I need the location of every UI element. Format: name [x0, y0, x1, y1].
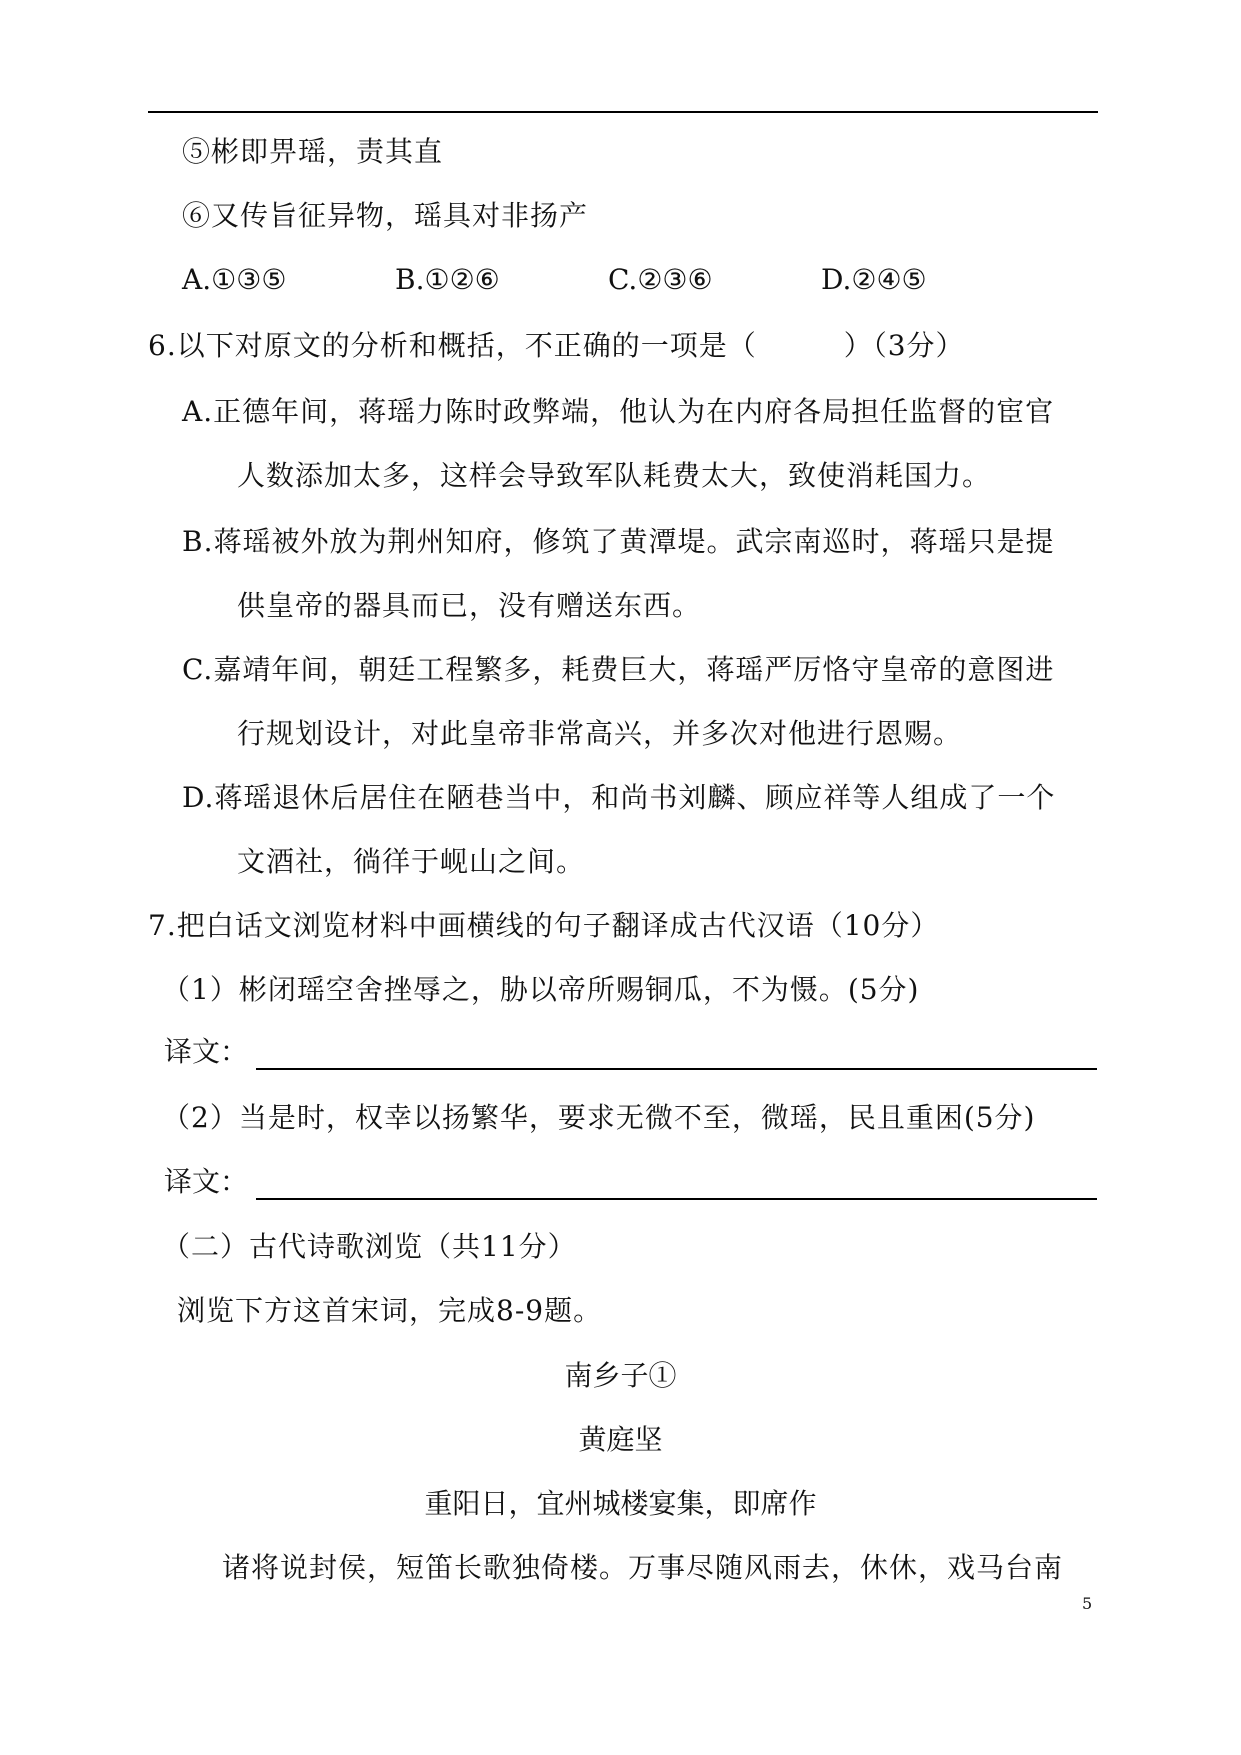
question-6-stem: 6.以下对原文的分析和概括，不正确的一项是（ ）（3分）	[148, 329, 965, 362]
answer-label: 译文：	[164, 1165, 249, 1198]
answer-label: 译文：	[164, 1035, 249, 1068]
question-6-option-b-cont: 供皇帝的器具而已，没有赠送东西。	[237, 589, 702, 622]
answer-line-1	[164, 1034, 1097, 1070]
question-7-part-2: （2）当是时，权幸以扬繁华，要求无微不至，微瑶，民且重困(5分)	[162, 1101, 1036, 1134]
question-6-option-c: C.嘉靖年间，朝廷工程繁多，耗费巨大，蒋瑶严厉恪守皇帝的意图进	[182, 653, 1055, 686]
answer-blank[interactable]	[256, 1176, 1097, 1200]
choice-c: C.②③⑥	[608, 263, 713, 296]
question-6-option-c-cont: 行规划设计，对此皇帝非常高兴，并多次对他进行恩赐。	[237, 717, 963, 750]
page-number: 5	[1082, 1594, 1093, 1613]
choice-d: D.②④⑤	[821, 263, 927, 296]
instruction: 浏览下方这首宋词，完成8-9题。	[177, 1294, 603, 1327]
poem-title: 南乡子①	[564, 1359, 677, 1392]
poem-subtitle: 重阳日，宜州城楼宴集，即席作	[424, 1487, 817, 1520]
poem-line-1: 诸将说封侯，短笛长歌独倚楼。万事尽随风雨去，休休，戏马台南	[222, 1551, 1064, 1584]
question-6-option-d-cont: 文酒社，徜徉于岘山之间。	[237, 845, 586, 878]
choice-b: B.①②⑥	[395, 263, 500, 296]
option-item-5: ⑤彬即畀瑶，责其直	[182, 135, 444, 168]
section-heading: （二）古代诗歌浏览（共11分）	[162, 1230, 577, 1263]
question-6-option-a-cont: 人数添加太多，这样会导致军队耗费太大，致使消耗国力。	[237, 459, 992, 492]
question-7-part-1: （1）彬闭瑶空舍挫辱之，胁以帝所赐铜瓜，不为慑。(5分)	[162, 973, 920, 1006]
question-6-option-a: A.正德年间，蒋瑶力陈时政弊端，他认为在内府各局担任监督的宦官	[182, 395, 1055, 428]
answer-line-2	[164, 1164, 1097, 1200]
choice-a: A.①③⑤	[182, 263, 287, 296]
answer-blank[interactable]	[256, 1046, 1097, 1070]
poem-author: 黄庭坚	[578, 1423, 663, 1456]
question-7-stem: 7.把白话文浏览材料中画横线的句子翻译成古代汉语（10分）	[148, 909, 940, 942]
question-6-option-d: D.蒋瑶退休后居住在陋巷当中，和尚书刘麟、顾应祥等人组成了一个	[182, 781, 1056, 814]
question-6-option-b: B.蒋瑶被外放为荆州知府，修筑了黄潭堤。武宗南巡时，蒋瑶只是提	[182, 525, 1055, 558]
header-rule	[148, 111, 1098, 113]
option-item-6: ⑥又传旨征异物，瑶具对非扬产	[182, 199, 589, 232]
